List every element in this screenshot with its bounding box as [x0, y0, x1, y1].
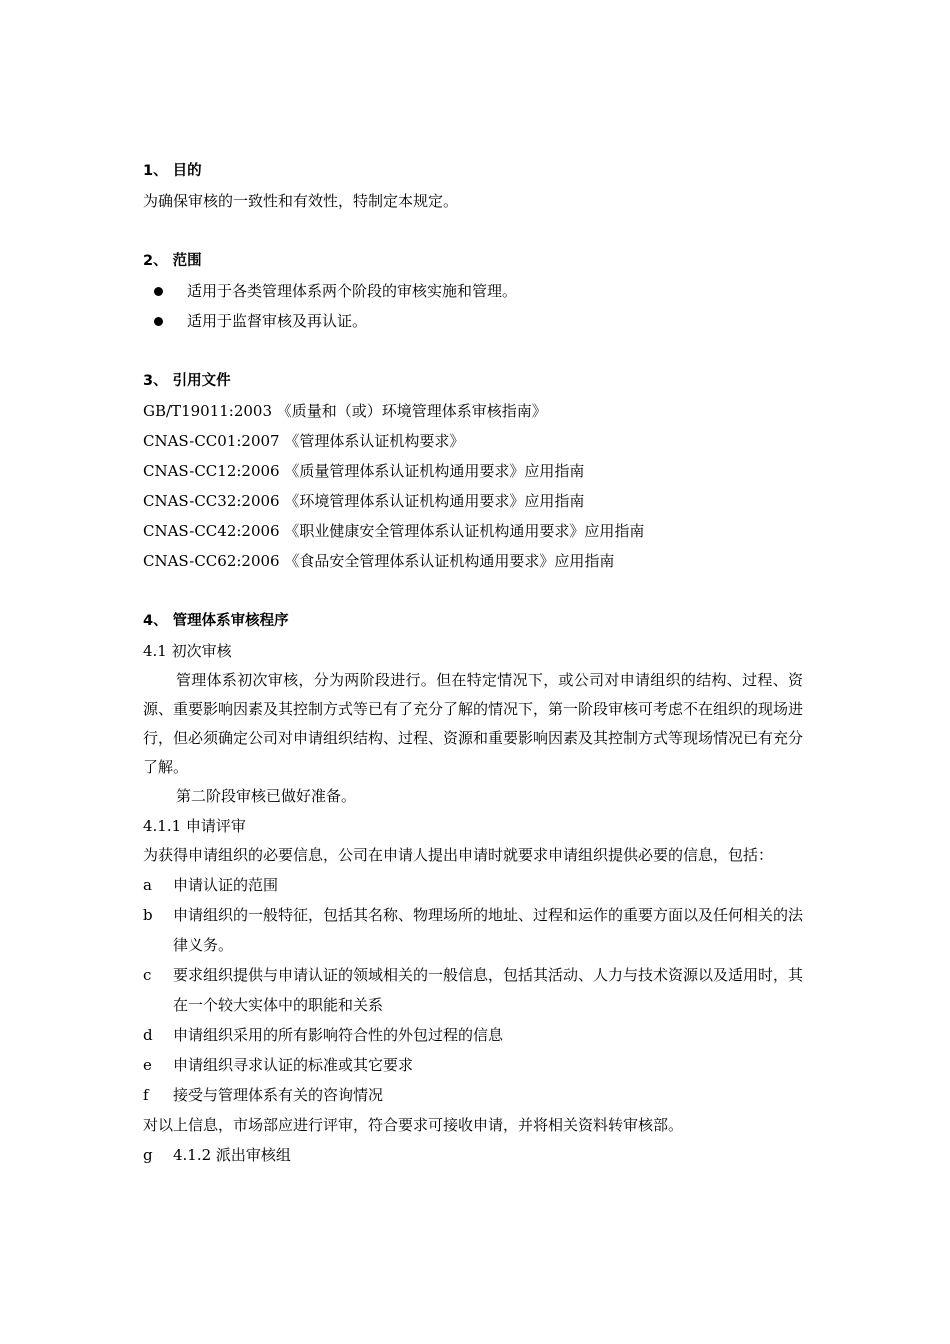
scope-bullet-text: 适用于监督审核及再认证。 [187, 312, 368, 330]
scope-bullet-text: 适用于各类管理体系两个阶段的审核实施和管理。 [187, 282, 518, 300]
reference-item: CNAS-CC62:2006 《食品安全管理体系认证机构通用要求》应用指南 [143, 552, 615, 570]
reference-item: CNAS-CC01:2007 《管理体系认证机构要求》 [143, 432, 465, 450]
list-item-letter: f [143, 1086, 149, 1104]
application-review-paragraph: 为获得申请组织的必要信息，公司在申请人提出申请时就要求申请组织提供必要的信息，包括： [143, 846, 774, 864]
scope-bullet-item [143, 276, 803, 306]
list-item [143, 960, 803, 1020]
list-item [143, 1080, 803, 1110]
reference-item: CNAS-CC32:2006 《环境管理体系认证机构通用要求》应用指南 [143, 492, 585, 510]
reference-item: GB/T19011:2003 《质量和（或）环境管理体系审核指南》 [143, 402, 547, 420]
scope-bullet-item [143, 306, 803, 336]
list-item-letter: e [143, 1056, 152, 1074]
list-item-letter: d [143, 1026, 153, 1044]
list-item-text: 要求组织提供与申请认证的领域相关的一般信息，包括其活动、人力与技术资源以及适用时，其在一个较大实体中的职能和关系 [173, 966, 804, 1014]
document-body [143, 156, 803, 1170]
section-1-heading: 1、 目的 [143, 163, 202, 179]
list-item [143, 1140, 803, 1170]
reference-item: CNAS-CC12:2006 《质量管理体系认证机构通用要求》应用指南 [143, 462, 585, 480]
review-conclusion-text: 对以上信息，市场部应进行评审，符合要求可接收申请，并将相关资料转审核部。 [143, 1116, 684, 1134]
initial-audit-paragraph: 管理体系初次审核，分为两阶段进行。但在特定情况下，或公司对申请组织的结构、过程、资源、重要影响因素及其控制方式等已有了充分了解的情况下，第一阶段审核可考虑不在组织的现场进行，但必须确定公司对申请组织结构、过程、资源和重要影响因素及其控制方式等现场情况已有充分了解。 [143, 671, 804, 776]
list-item-letter: a [143, 876, 152, 894]
list-item-text: 申请组织采用的所有影响符合性的外包过程的信息 [173, 1026, 504, 1044]
list-item [143, 870, 803, 900]
list-item-letter: c [143, 966, 152, 984]
list-item [143, 1050, 803, 1080]
section-3-heading: 3、 引用文件 [143, 373, 231, 389]
list-item-letter: g [143, 1146, 153, 1164]
list-item-letter: b [143, 906, 153, 924]
list-item-text: 申请组织的一般特征，包括其名称、物理场所的地址、过程和运作的重要方面以及任何相关的法律义务。 [173, 906, 804, 954]
list-item-text: 接受与管理体系有关的咨询情况 [173, 1086, 384, 1104]
bullet-icon [154, 287, 163, 296]
spacer [143, 336, 803, 366]
stage-two-paragraph: 第二阶段审核已做好准备。 [176, 787, 357, 805]
section-2-heading: 2、 范围 [143, 253, 202, 269]
list-item-text: 申请认证的范围 [173, 876, 279, 894]
subsection-4-1-1-title: 4.1.1 申请评审 [143, 817, 246, 835]
reference-item: CNAS-CC42:2006 《职业健康安全管理体系认证机构通用要求》应用指南 [143, 522, 645, 540]
section-4-heading: 4、 管理体系审核程序 [143, 613, 289, 629]
spacer [143, 216, 803, 246]
spacer [143, 576, 803, 606]
list-item-text: 4.1.2 派出审核组 [173, 1146, 291, 1164]
list-item [143, 1020, 803, 1050]
subsection-4-1-title: 4.1 初次审核 [143, 642, 232, 660]
bullet-icon [154, 317, 163, 326]
section-1-text: 为确保审核的一致性和有效性，特制定本规定。 [143, 192, 459, 210]
list-item-text: 申请组织寻求认证的标准或其它要求 [173, 1056, 414, 1074]
list-item [143, 900, 803, 960]
